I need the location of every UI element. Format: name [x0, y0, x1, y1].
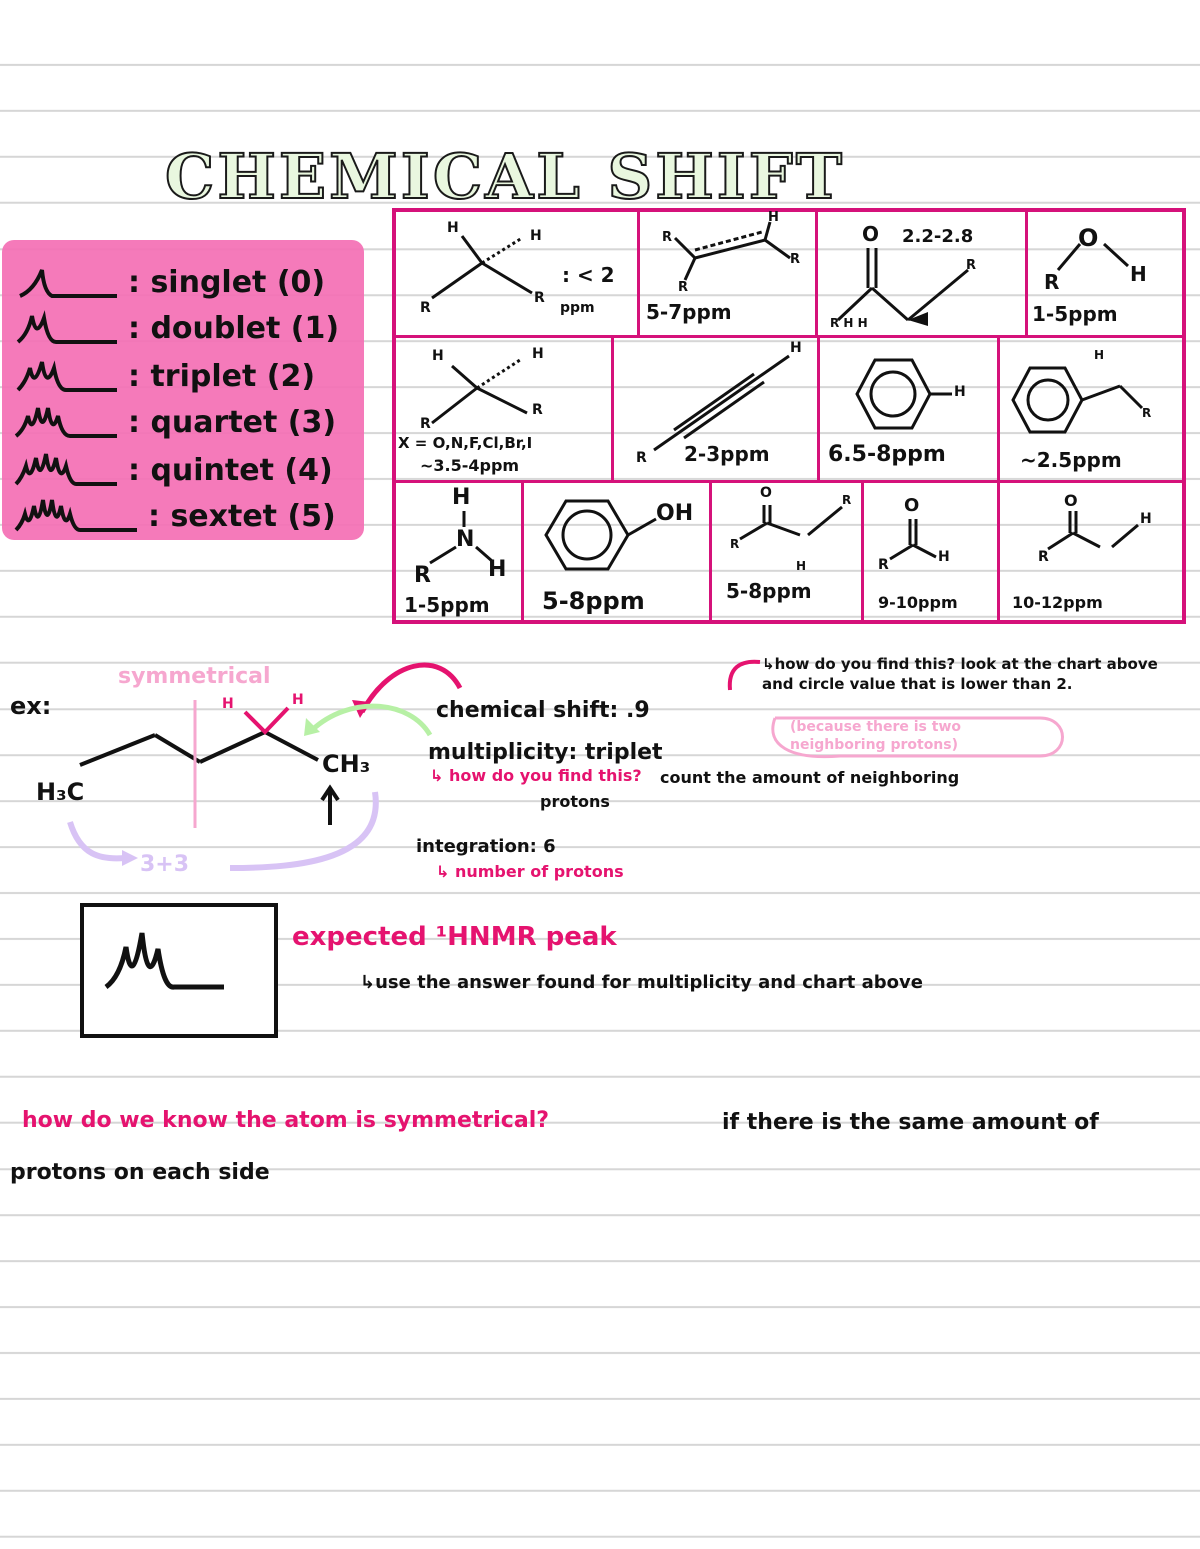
legend-item-singlet: : singlet (0) [12, 262, 325, 302]
cell-heteroatom: H H R R X = O,N,F,Cl,Br,I ~3.5-4ppm [392, 338, 614, 483]
chemical-shift-answer: chemical shift: .9 [436, 698, 650, 723]
h3c-label: H₃C [36, 778, 85, 806]
multiplicity-hint: count the amount of neighboring protons [540, 768, 960, 811]
example-label: ex: [10, 692, 52, 720]
cell-amide: O R R H 5-8ppm [712, 483, 864, 624]
legend-item-quintet: : quintet (4) [12, 450, 333, 490]
expected-peak-box [80, 903, 278, 1038]
symmetry-answer-line1: if there is the same amount of [722, 1110, 1099, 1135]
cell-amine: H N H R 1-5ppm [392, 483, 524, 624]
symmetrical-label: symmetrical [118, 664, 271, 689]
legend-item-quartet: : quartet (3) [12, 402, 336, 442]
legend-item-sextet: : sextet (5) [12, 496, 336, 536]
chemical-shift-hint: ↳how do you find this? look at the chart above and circle value that is lower than 2. [762, 655, 1158, 693]
h-left-label: H [222, 696, 234, 712]
symmetry-answer-line2: protons on each side [10, 1160, 270, 1185]
integration-note: ↳ number of protons [436, 862, 624, 881]
cell-alkyne: H R 2-3ppm [614, 338, 820, 483]
multiplicity-answer: multiplicity: triplet [428, 740, 663, 765]
cell-carboxylic: O R H 10-12ppm [1000, 483, 1186, 624]
cell-carbonyl-alpha: O 2.2-2.8 R R H H [818, 208, 1028, 338]
integration-answer: integration: 6 [416, 836, 556, 857]
h-right-label: H [292, 692, 304, 708]
cell-phenol: OH 5-8ppm [524, 483, 712, 624]
expected-peak-title: expected ¹HNMR peak [292, 922, 617, 952]
cell-alkene: R R R H 5-7ppm [640, 208, 818, 338]
multiplicity-question: ↳ how do you find this? [430, 766, 642, 785]
symmetry-question: how do we know the atom is symmetrical? [22, 1108, 549, 1133]
cell-benzylic: H R ~2.5ppm [1000, 338, 1186, 483]
proton-sum: 3+3 [140, 852, 190, 877]
page-title: CHEMICAL SHIFT [165, 140, 845, 213]
cell-aromatic-h: H 6.5-8ppm [820, 338, 1000, 483]
cell-alkane: H H R R : < 2 ppm [392, 208, 640, 338]
cell-alcohol: O R H 1-5ppm [1028, 208, 1186, 338]
cell-aldehyde: O R H 9-10ppm [864, 483, 1000, 624]
triplet-peak-icon [84, 907, 274, 1034]
legend-item-doublet: : doublet (1) [12, 308, 339, 348]
expected-peak-note: ↳use the answer found for multiplicity and chart above [360, 972, 923, 993]
ch3-label: CH₃ [322, 750, 371, 778]
legend-item-triplet: : triplet (2) [12, 356, 315, 396]
neighbor-note: (because there is two neighboring protons) [790, 719, 962, 753]
